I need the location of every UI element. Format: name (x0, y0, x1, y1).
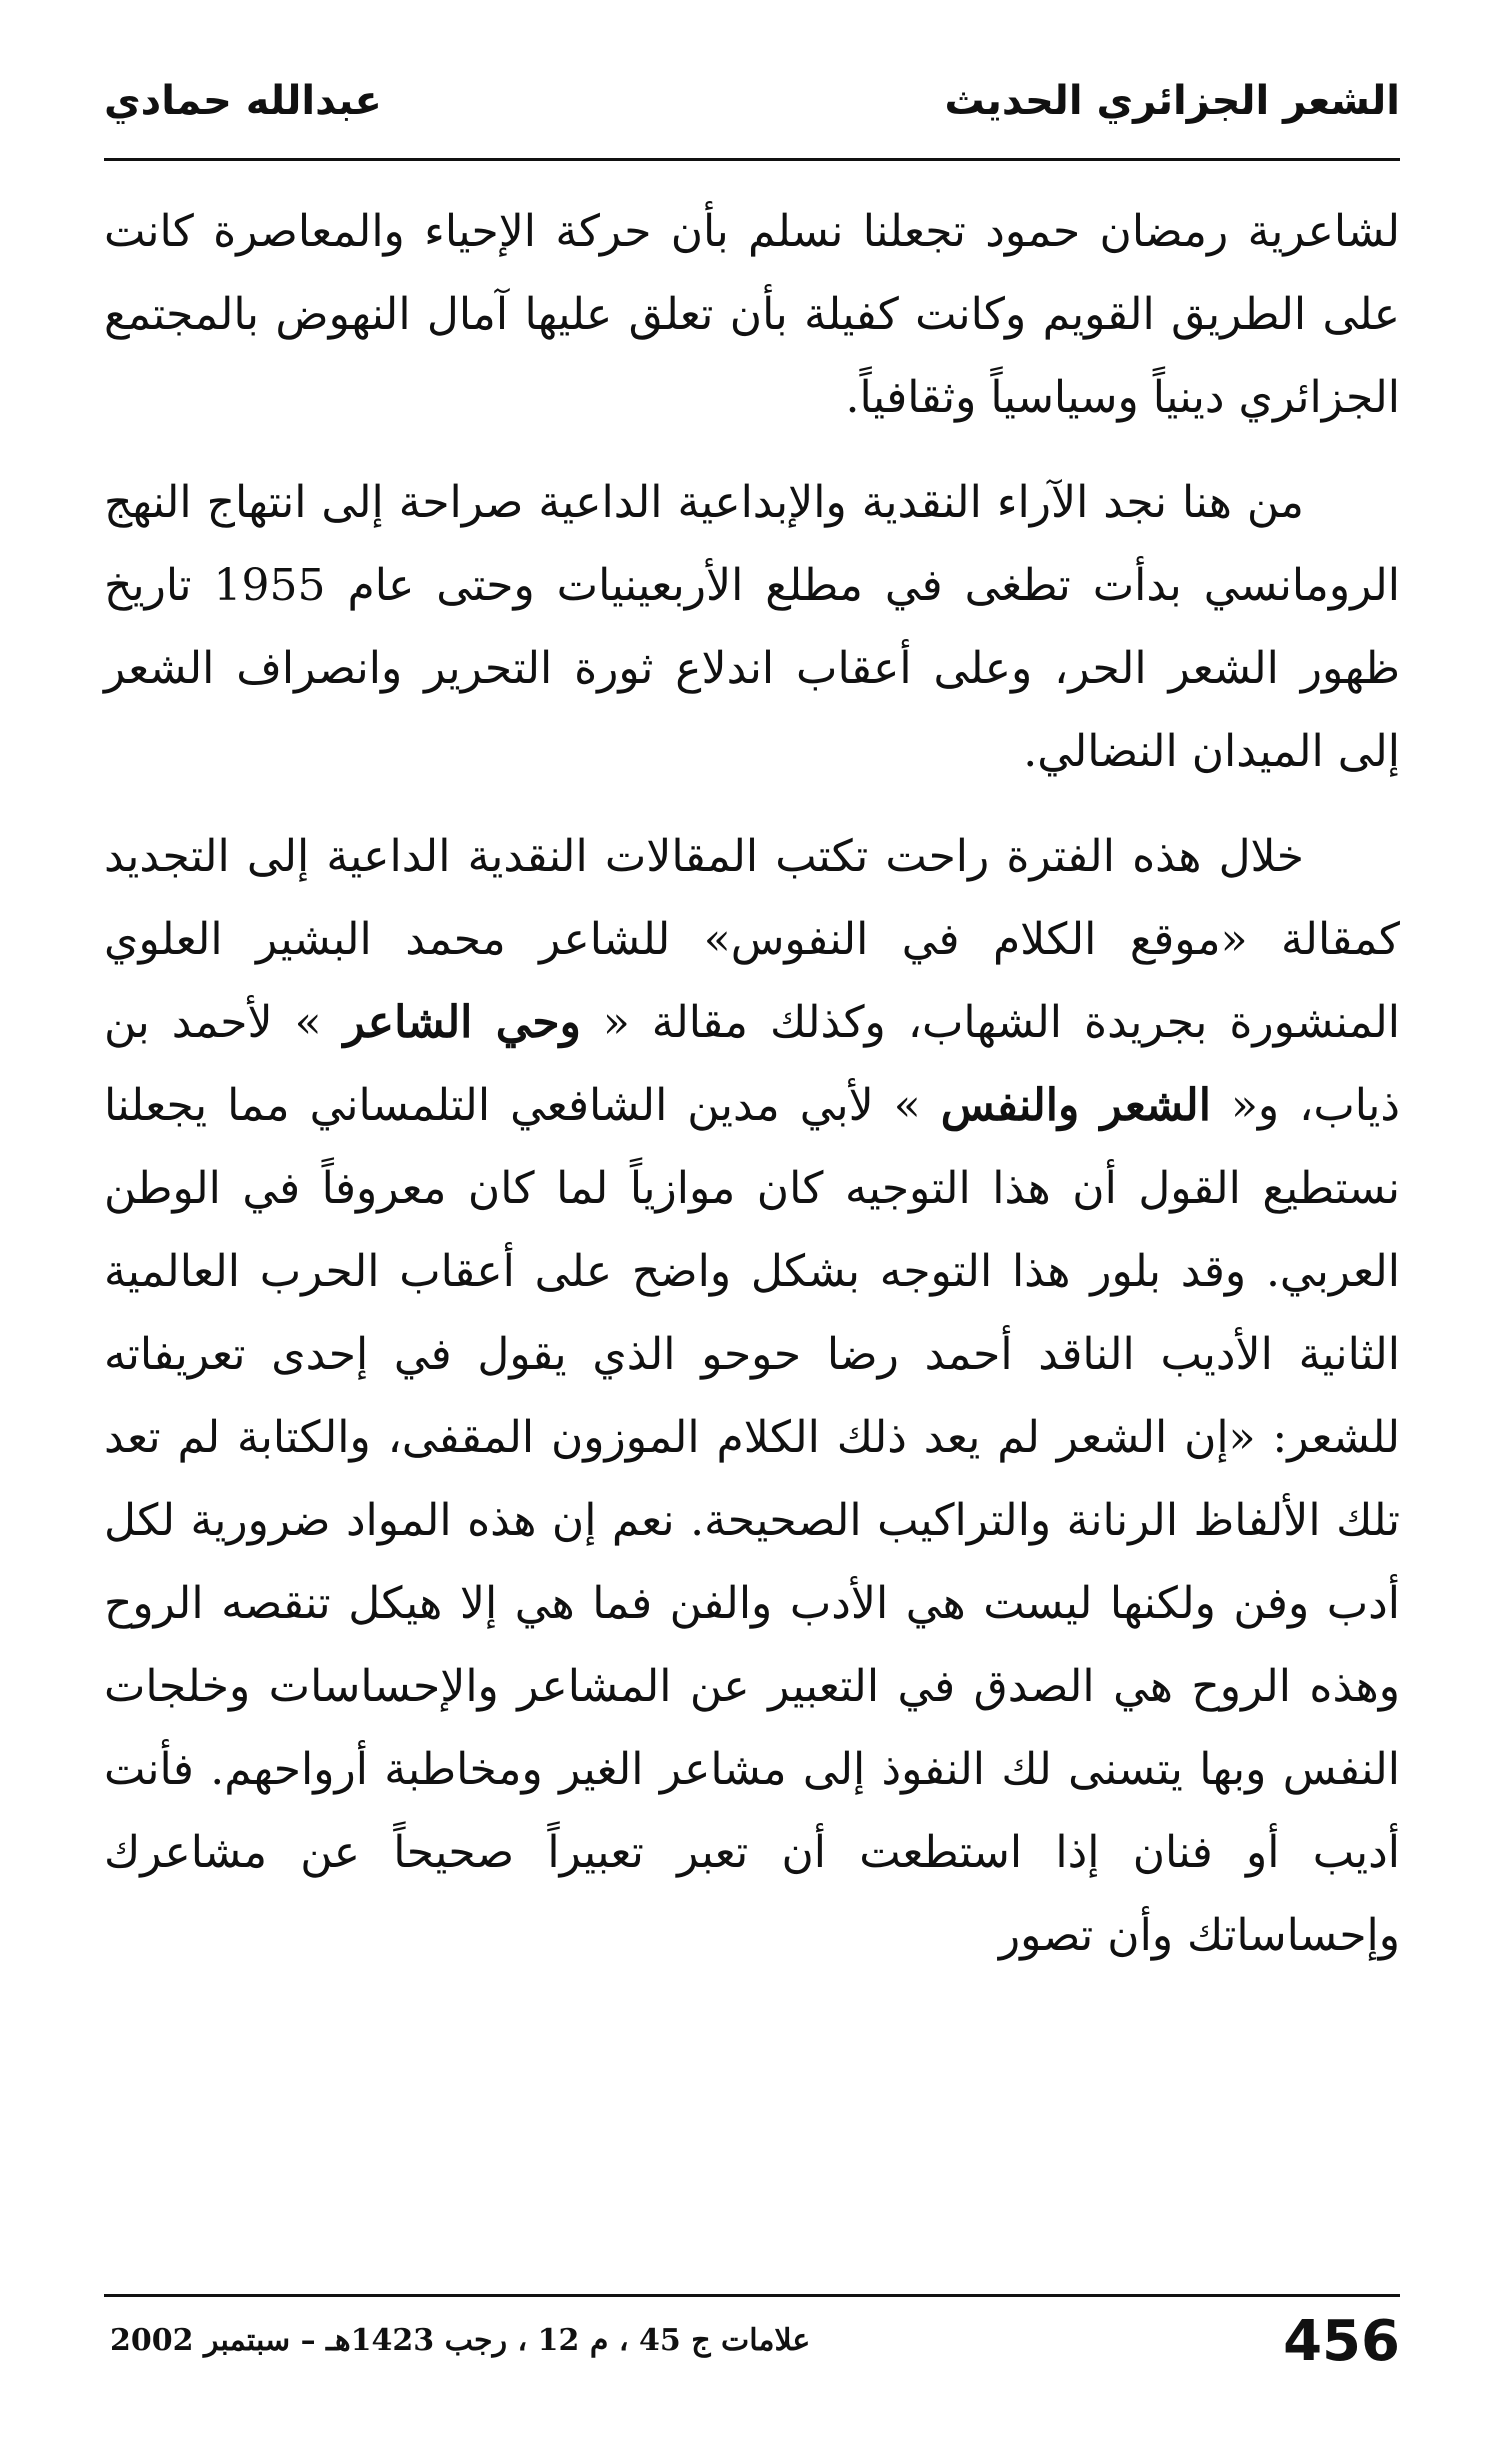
paragraph (104, 461, 1400, 793)
page-footer (104, 2305, 1400, 2385)
bold-article-title: وحي الشاعر (343, 997, 581, 1048)
footer-divider (104, 2294, 1400, 2297)
text-run: خلال هذه الفترة راحت تكتب المقالات النقدية الداعية إلى التجديد كمقالة «موقع الكلام في النفوس» للشاعر محمد البشير العلوي المنشورة بجريدة الشهاب، وكذلك مقالة « (104, 831, 1400, 1048)
text-run: لشاعرية رمضان حمود تجعلنا نسلم بأن حركة الإحياء والمعاصرة كانت على الطريق القويم وكانت كفيلة بأن تعلق عليها آمال النهوض بالمجتمع الجزائري دينياً وسياسياً وثقافياً. (104, 206, 1400, 423)
paragraph (104, 815, 1400, 1977)
journal-info: علامات ج 45 ، م 12 ، رجب 1423هـ – سبتمبر 2002 (110, 2323, 811, 2358)
text-run: من هنا نجد الآراء النقدية والإبداعية الداعية صراحة إلى انتهاج النهج الرومانسي بدأت تطغى في مطلع الأربعينيات وحتى عام 1955 تاريخ ظهور الشعر الحر، وعلى أعقاب اندلاع ثورة التحرير وانصراف الشعر إلى الميدان النضالي. (104, 477, 1400, 777)
text-run: » لأحمد بن ذياب، و« (104, 997, 1401, 1131)
book-title: الشعر الجزائري الحديث (944, 78, 1400, 124)
paragraph (104, 190, 1400, 439)
bold-article-title: الشعر والنفس (940, 1080, 1211, 1131)
page-number: 456 (1283, 2309, 1400, 2374)
running-header (104, 68, 1400, 161)
body-text (104, 190, 1400, 1999)
text-run: » لأبي مدين الشافعي التلمساني مما يجعلنا نستطيع القول أن هذا التوجيه كان موازياً لما كان معروفاً في الوطن العربي. وقد بلور هذا التوجه بشكل واضح على أعقاب الحرب العالمية الثانية الأديب الناقد أحمد رضا حوحو الذي يقول في إحدى تعريفاته للشعر: «إن الشعر لم يعد ذلك الكلام الموزون المقفى، والكتابة لم تعد تلك الألفاظ الرنانة والتراكيب الصحيحة. نعم إن هذه المواد ضرورية لكل أدب وفن ولكنها ليست هي الأدب والفن فما هي إلا هيكل تنقصه الروح وهذه الروح هي الصدق في التعبير عن المشاعر والإحساسات وخلجات النفس وبها يتسنى لك النفوذ إلى مشاعر الغير ومخاطبة أرواحهم. فأنت أديب أو فنان إذا استطعت أن تعبر تعبيراً صحيحاً عن مشاعرك وإحساساتك وأن تصور (104, 1080, 1400, 1961)
author-name: عبدالله حمادي (104, 78, 382, 124)
